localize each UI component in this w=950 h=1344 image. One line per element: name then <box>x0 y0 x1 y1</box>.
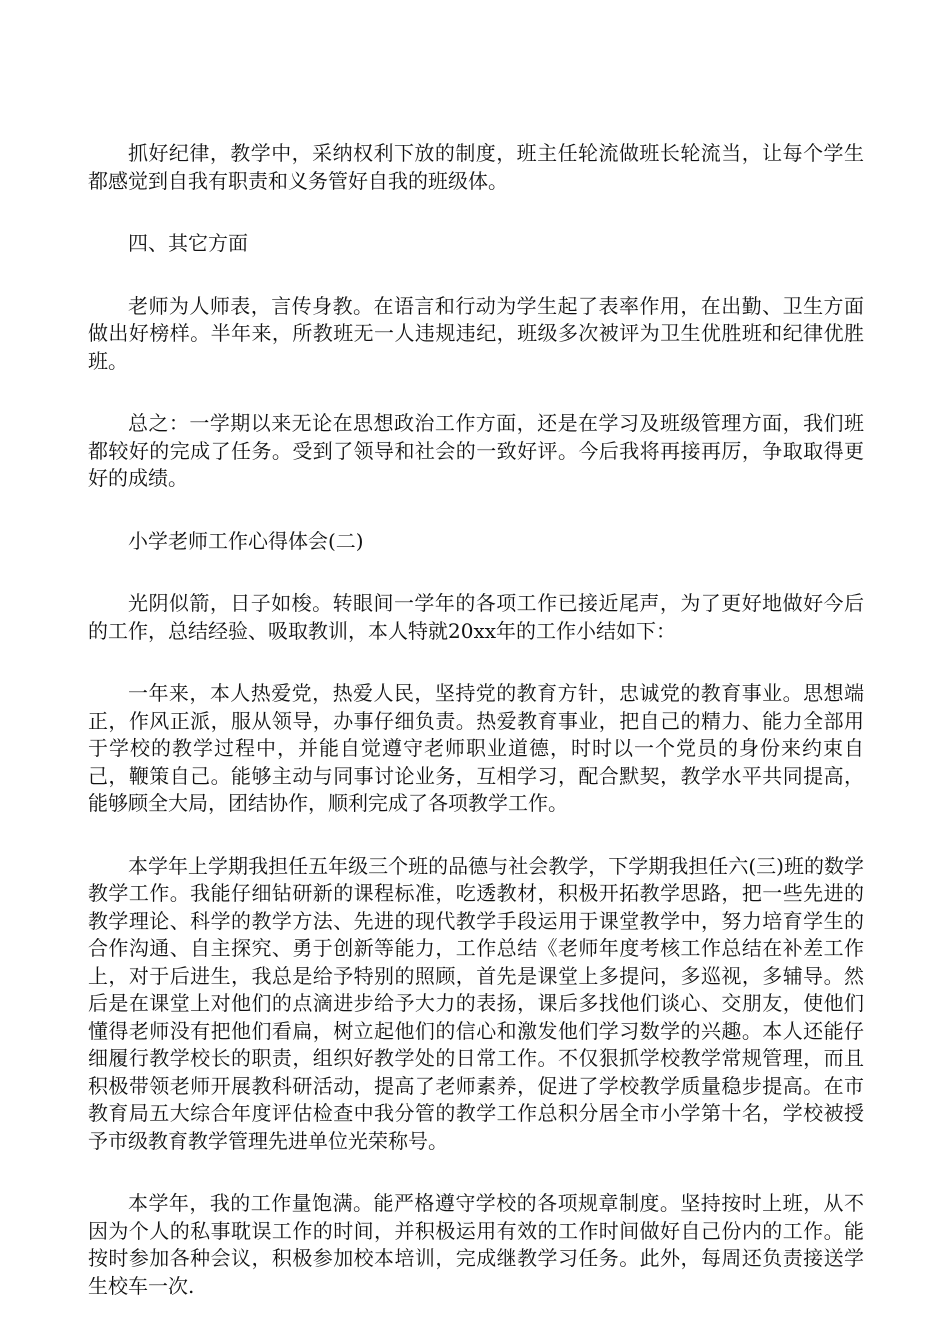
paragraph-teaching-work: 本学年上学期我担任五年级三个班的品德与社会教学，下学期我担任六(三)班的数学教学工作。我能仔细钻研新的课程标准，吃透教材，积极开拓教学思路，把一些先进的教学理论、科学的教学方法、先进的现代教学手段运用于课堂教学中，努力培育学生的合作沟通、自主探究、勇于创新等能力，工作总结《老师年度考核工作总结在补差工作上，对于后进生，我总是给予特别的照顾，首先是课堂上多提问，多巡视，多辅导。然后是在课堂上对他们的点滴进步给予大力的表扬，课后多找他们谈心、交朋友，使他们懂得老师没有把他们看扁，树立起他们的信心和激发他们学习数学的兴趣。本人还能仔细履行教学校长的职责，组织好教学处的日常工作。不仅狠抓学校教学常规管理，而且积极带领老师开展教科研活动，提高了老师素养，促进了学校教学质量稳步提高。在市教育局五大综合年度评估检查中我分管的教学工作总积分居全市小学第十名，学校被授予市级教育教学管理先进单位光荣称号。 <box>88 853 864 1153</box>
section-heading-other-aspects: 四、其它方面 <box>128 231 248 255</box>
paragraph-workload: 本学年，我的工作量饱满。能严格遵守学校的各项规章制度。坚持按时上班，从不因为个人的私事耽误工作的时间，并积极运用有效的工作时间做好自己份内的工作。能按时参加各种会议，积极参加校本培训，完成继教学习任务。此外，每周还负责接送学生校车一次. <box>88 1191 864 1298</box>
paragraph-summary: 总之：一学期以来无论在思想政治工作方面，还是在学习及班级管理方面，我们班都较好的完成了任务。受到了领导和社会的一致好评。今后我将再接再厉，争取取得更好的成绩。 <box>88 411 864 490</box>
paragraph-discipline: 抓好纪律，教学中，采纳权利下放的制度，班主任轮流做班长轮流当，让每个学生都感觉到自我有职责和义务管好自我的班级体。 <box>88 141 864 193</box>
article-title-part-two: 小学老师工作心得体会(二) <box>128 528 364 553</box>
paragraph-political-attitude: 一年来，本人热爱党，热爱人民，坚持党的教育方针，忠诚党的教育事业。思想端正，作风正派，服从领导，办事仔细负责。热爱教育事业，把自己的精力、能力全部用于学校的教学过程中，并能自觉遵守老师职业道德，时时以一个党员的身份来约束自己，鞭策自己。能够主动与同事讨论业务，互相学习，配合默契，教学水平共同提高，能够顾全大局，团结协作，顺利完成了各项教学工作。 <box>88 681 864 815</box>
paragraph-intro: 光阴似箭，日子如梭。转眼间一学年的各项工作已接近尾声，为了更好地做好今后的工作，总结经验、吸取教训，本人特就20xx年的工作小结如下： <box>88 591 864 643</box>
paragraph-role-model: 老师为人师表，言传身教。在语言和行动为学生起了表率作用，在出勤、卫生方面做出好榜样。半年来，所教班无一人违规违纪，班级多次被评为卫生优胜班和纪律优胜班。 <box>88 293 864 373</box>
document-page <box>88 140 864 1335</box>
